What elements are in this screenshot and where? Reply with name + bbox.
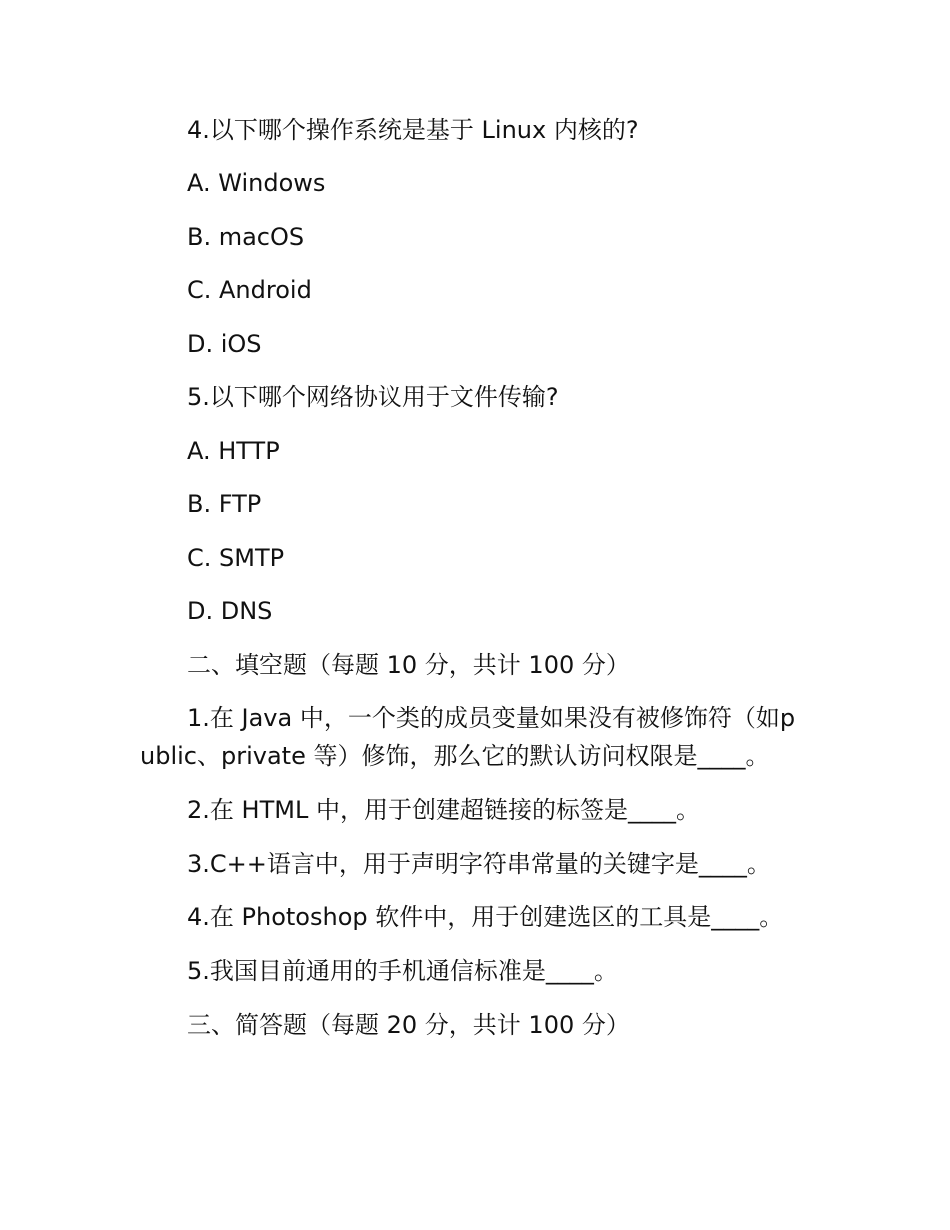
question-4: 4.以下哪个操作系统是基于 Linux 内核的?	[187, 116, 639, 144]
q4-option-b: B. macOS	[187, 223, 305, 251]
q5-option-d: D. DNS	[187, 597, 273, 625]
fill-in-item-5: 5.我国目前通用的手机通信标准是____。	[187, 957, 618, 985]
q4-option-c: C. Android	[187, 276, 312, 304]
fill-in-item-2: 2.在 HTML 中，用于创建超链接的标签是____。	[187, 796, 700, 824]
question-5: 5.以下哪个网络协议用于文件传输?	[187, 383, 559, 411]
section-3-heading: 三、简答题（每题 20 分，共计 100 分）	[187, 1011, 630, 1039]
q5-option-a: A. HTTP	[187, 437, 280, 465]
q5-option-c: C. SMTP	[187, 544, 285, 572]
fill-in-item-4: 4.在 Photoshop 软件中，用于创建选区的工具是____。	[187, 903, 784, 931]
fill-in-item-1: 1.在 Java 中，一个类的成员变量如果没有被修饰符（如public、private 等）修饰，那么它的默认访问权限是____。	[140, 704, 796, 770]
q4-option-d: D. iOS	[187, 330, 262, 358]
q4-option-a: A. Windows	[187, 169, 326, 197]
q5-option-b: B. FTP	[187, 490, 262, 518]
section-2-heading: 二、填空题（每题 10 分，共计 100 分）	[187, 651, 630, 679]
fill-in-item-3: 3.C++语言中，用于声明字符串常量的关键字是____。	[187, 850, 771, 878]
